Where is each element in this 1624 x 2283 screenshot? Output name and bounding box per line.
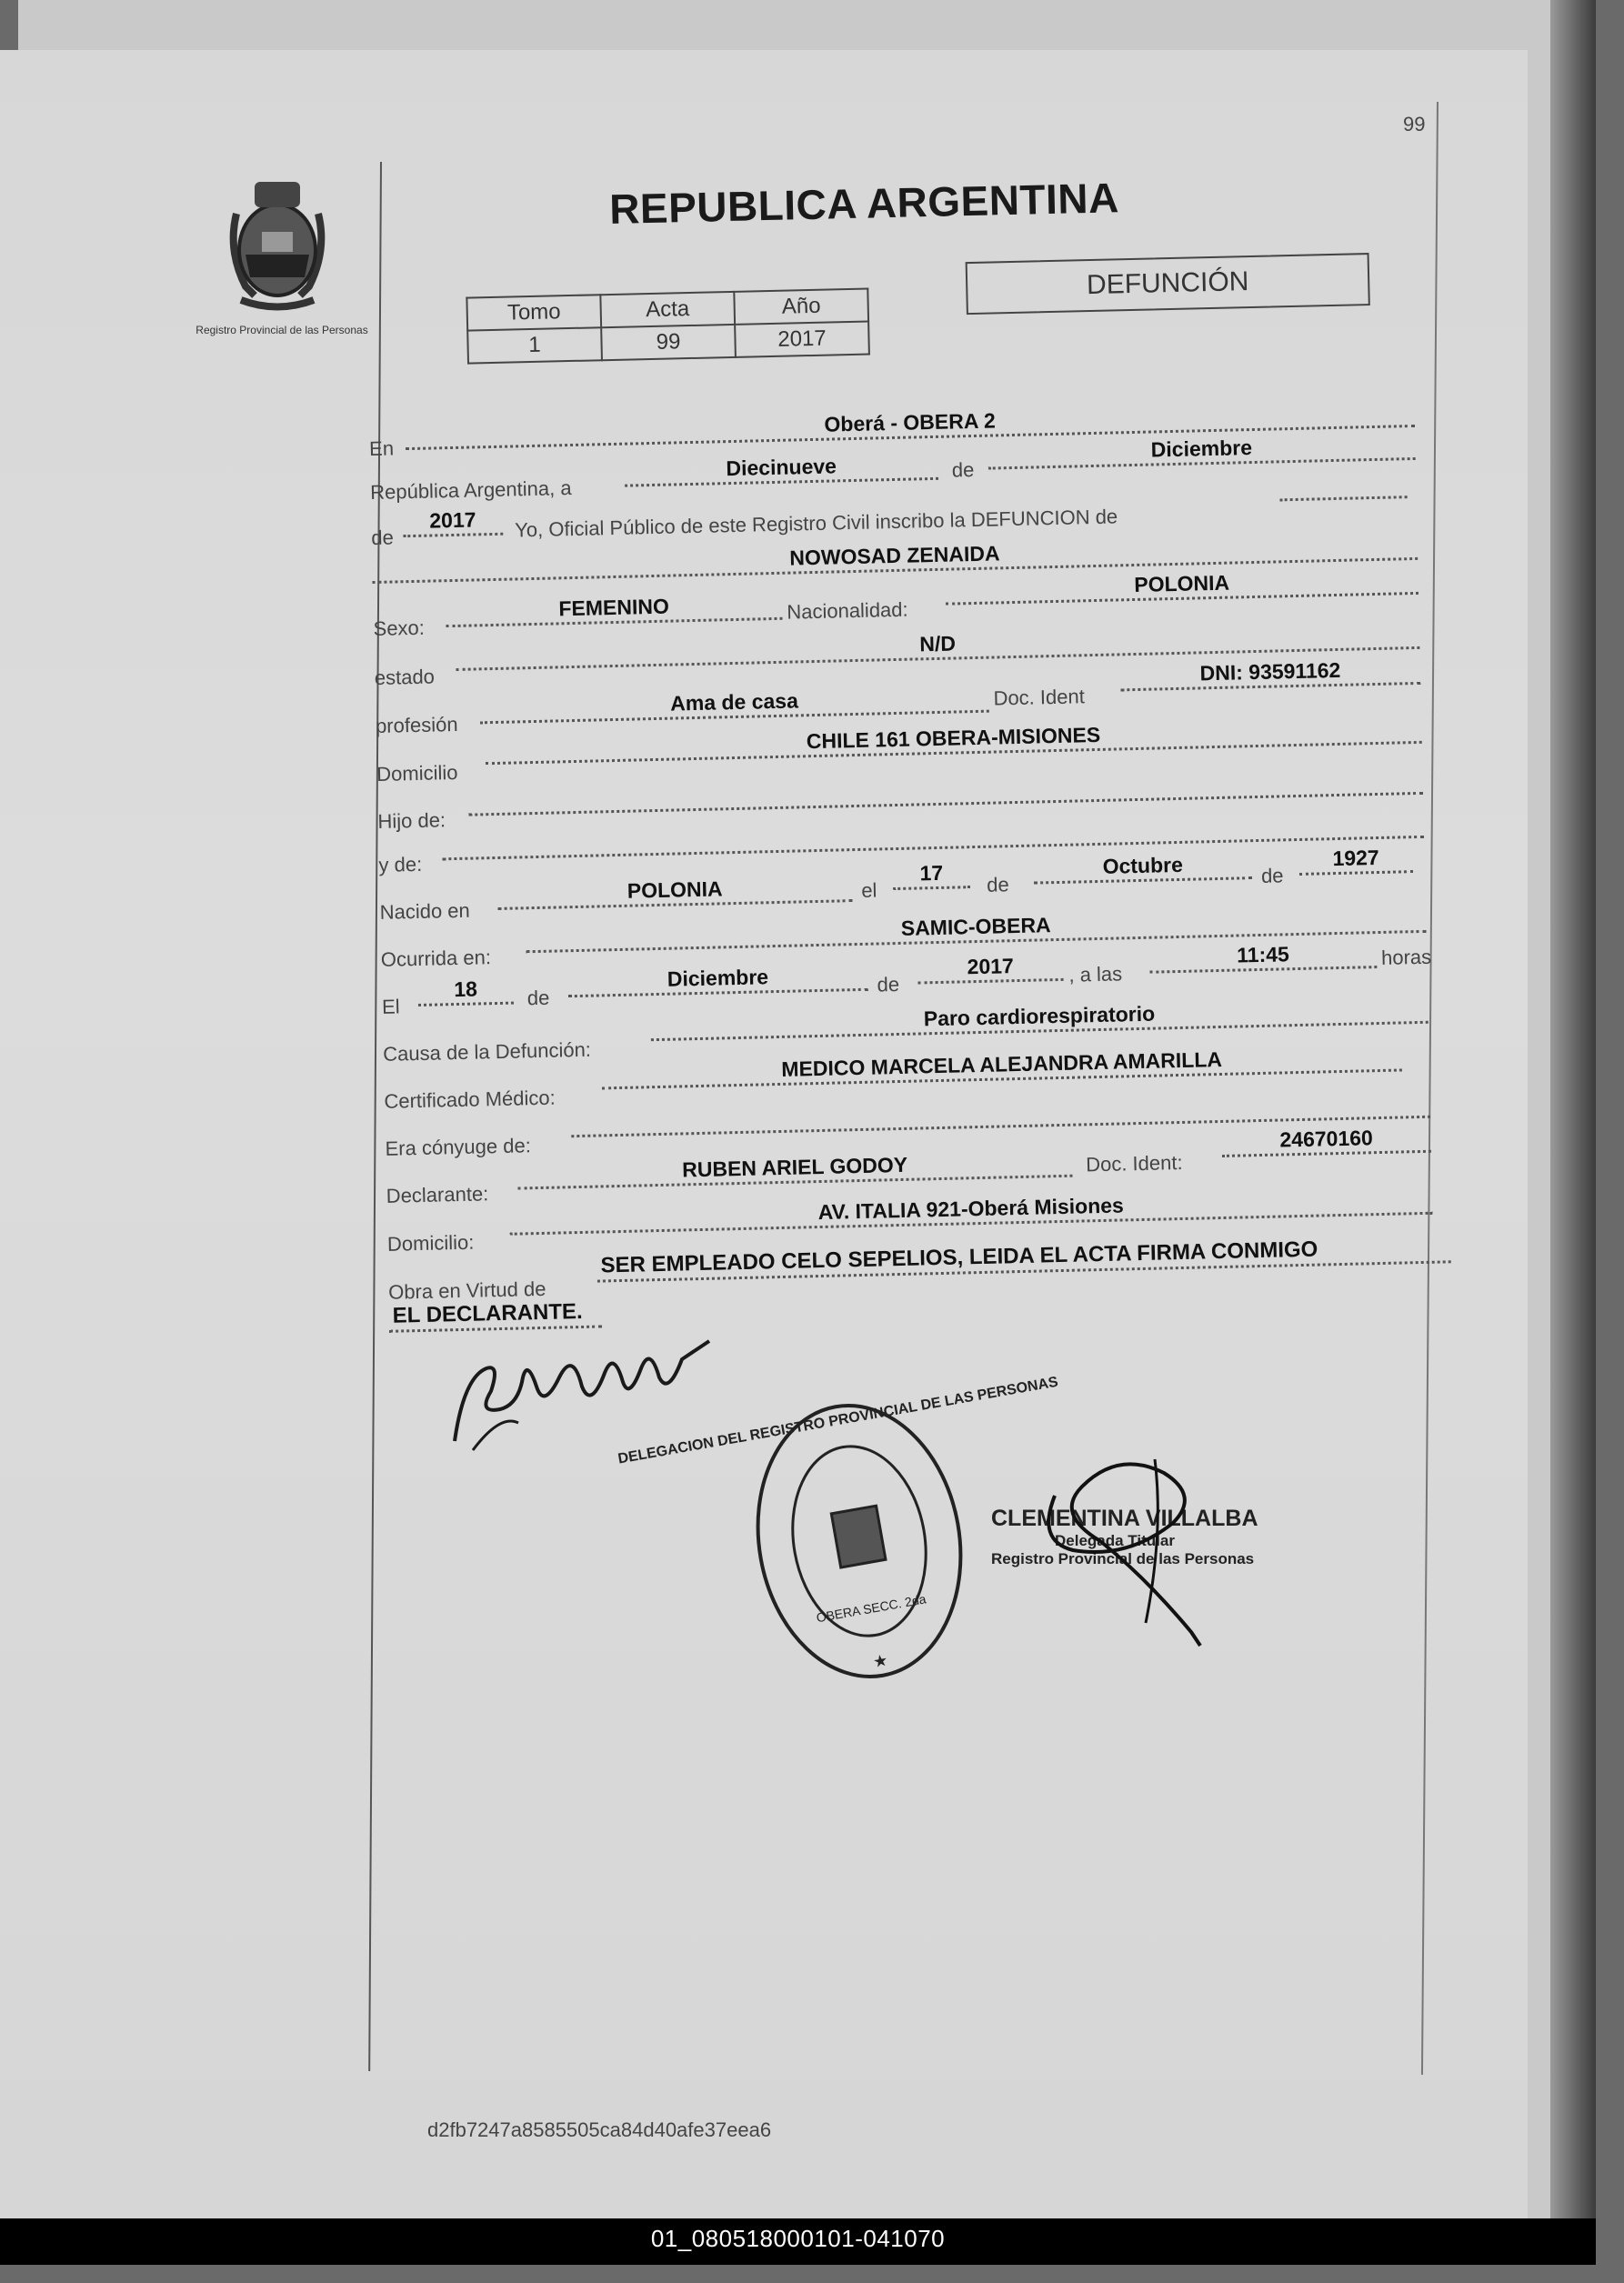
field-nac-anio: 1927 [1298,843,1413,876]
field-nac-mes: Octubre [1033,849,1252,884]
label-nacido-en: Nacido en [379,898,471,924]
label-nacionalidad: Nacionalidad: [787,597,908,624]
field-def-mes: Diciembre [567,961,868,997]
field-anio: 2017 [403,506,504,537]
label-domicilio-declarante: Domicilio: [386,1230,475,1256]
official-role: Delegada Titular [1055,1532,1175,1549]
field-domicilio: CHILE 161 OBERA-MISIONES [485,714,1421,765]
field-def-anio: 2017 [917,951,1064,985]
label-ocurrida-en: Ocurrida en: [380,946,492,971]
registry-seal [617,1374,1059,1691]
field-doc-declarante: 24670160 [1221,1123,1431,1157]
field-mes: Diciembre [987,430,1416,470]
label-de-mes: de [951,457,975,482]
field-domicilio-declarante: AV. ITALIA 921-Oberá Misiones [509,1185,1432,1236]
field-declarante: RUBEN ARIEL GODOY [517,1147,1073,1190]
field-obra-line2: EL DECLARANTE. [388,1297,602,1332]
official-org: Registro Provincial de las Personas [991,1550,1255,1567]
label-de-nac-anio: de [1260,864,1284,887]
field-estado: N/D [456,619,1419,671]
label-domicilio: Domicilio [376,760,458,786]
value-acta: 99 [601,325,736,360]
label-a-las: , a las [1068,962,1123,986]
label-hijo-de: Hijo de: [377,808,446,833]
field-obra-line1: SER EMPLEADO CELO SEPELIOS, LEIDA EL ACTA FIRMA CONMIGO [596,1233,1451,1282]
field-dia-texto: Diecinueve [624,450,938,487]
field-nacido-en: POLONIA [497,872,853,910]
label-sexo: Sexo: [373,616,426,640]
label-horas: horas [1380,945,1432,969]
label-certificado: Certificado Médico: [384,1086,556,1113]
header-anio: Año [734,289,868,325]
declarant-signature [436,1323,727,1450]
label-de-nac-mes: de [986,873,1009,896]
emblem-caption: Registro Provincial de las Personas [195,324,368,336]
field-nac-dia: 17 [893,858,971,890]
seal-outer-text: DELEGACION DEL REGISTRO PROVINCIAL DE LAS PERSONAS [617,1374,1059,1467]
value-tomo: 1 [467,327,602,363]
label-de-def-mes: de [526,986,550,1010]
field-profesion: Ama de casa [479,683,989,725]
value-anio: 2017 [735,322,869,357]
label-declarante: Declarante: [386,1182,489,1207]
label-y-de: y de: [378,852,423,876]
label-doc-ident: Doc. Ident [993,685,1086,710]
label-de-def-anio: de [877,972,900,996]
official-signature [1018,1441,1237,1650]
header-tomo: Tomo [466,295,601,330]
field-nombre: NOWOSAD ZENAIDA [372,530,1418,584]
label-republica: República Argentina, a [369,476,572,505]
document-type-box: DEFUNCIÓN [966,253,1370,315]
field-nacionalidad: POLONIA [945,565,1418,606]
label-inscribe: Yo, Oficial Público de este Registro Civil inscribo la DEFUNCION de [514,505,1118,542]
label-estado: estado [374,665,436,689]
seal-star-icon: ★ [871,1650,889,1672]
label-doc-ident-declarante: Doc. Ident: [1085,1150,1183,1177]
official-name: CLEMENTINA VILLALBA [991,1506,1258,1531]
label-conyuge: Era cónyuge de: [385,1134,532,1160]
label-en: En [368,436,395,461]
field-def-dia: 18 [417,975,514,1006]
label-el-def: El [381,995,400,1018]
label-el: el [860,878,877,902]
label-obra: Obra en Virtud de [387,1277,546,1304]
label-profesion: profesión [375,712,458,737]
registry-table [466,288,870,365]
field-ocurrida-en: SAMIC-OBERA [526,903,1426,953]
field-hora: 11:45 [1149,938,1378,974]
dots-inscribe [1279,468,1408,501]
field-hijo-de [468,765,1423,816]
field-certificado: MEDICO MARCELA ALEJANDRA AMARILLA [601,1041,1402,1089]
header-acta: Acta [600,292,735,327]
page-top-number: 99 [1403,113,1426,135]
field-causa: Paro cardiorespiratorio [650,994,1429,1041]
label-causa: Causa de la Defunción: [382,1037,592,1066]
seal-inner-text: OBERA SECC. 2da [815,1591,927,1626]
field-lugar: Oberá - OBERA 2 [405,397,1414,450]
document-title: REPUBLICA ARGENTINA [608,174,1120,233]
field-doc-ident: DNI: 93591162 [1120,655,1421,691]
field-y-de [442,808,1424,860]
label-de-anio: de [371,526,395,550]
field-sexo: FEMENINO [446,590,783,627]
document-hash: d2fb7247a8585505ca84d40afe37eea6 [427,2118,772,2141]
page-footer-id: 01_080518000101-041070 [650,2225,946,2252]
